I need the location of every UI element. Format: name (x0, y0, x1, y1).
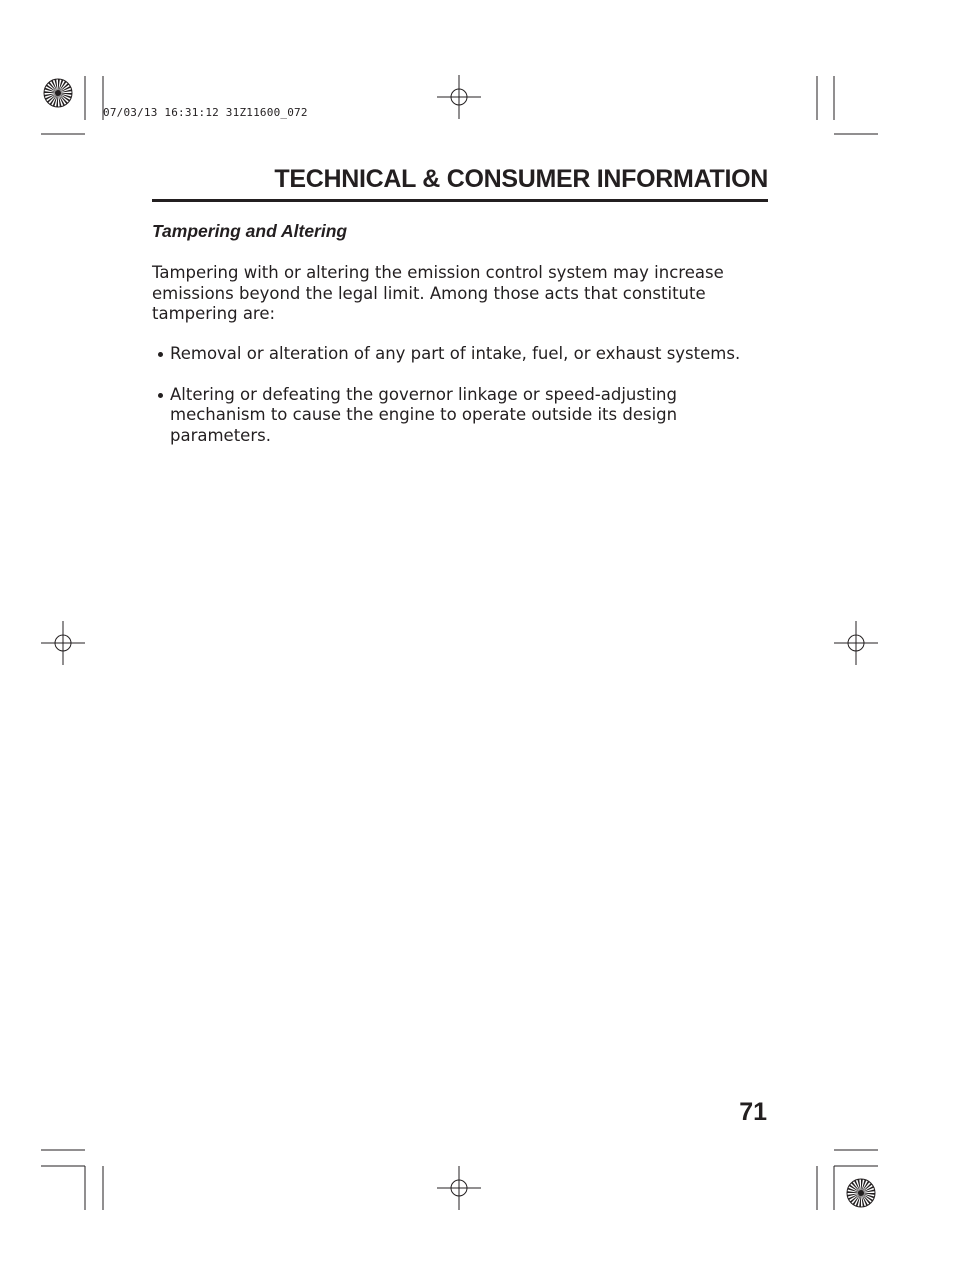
bullet-icon (158, 393, 163, 398)
crosshair-mark-icon (437, 75, 481, 119)
list-item (152, 344, 768, 365)
section-heading: Tampering and Altering (152, 221, 348, 241)
list-item-text: Altering or defeating the governor linkage or speed-adjusting mechanism to cause the engine to operate outside its design parameters. (170, 384, 678, 446)
list-item (152, 385, 768, 447)
registration-target-icon (847, 1179, 875, 1207)
crosshair-mark-icon (834, 621, 878, 665)
page-title: TECHNICAL & CONSUMER INFORMATION (274, 165, 768, 193)
crosshair-mark-icon (41, 621, 85, 665)
intro-paragraph: Tampering with or altering the emission control system may increase emissions beyond the legal limit. Among those acts that constitute tampering are: (152, 263, 724, 324)
bullet-icon (158, 352, 163, 357)
page-header (152, 160, 768, 202)
bullet-list (152, 344, 768, 467)
crop-mark-icon (817, 76, 878, 134)
print-stamp: 07/03/13 16:31:12 31Z11600_072 (103, 106, 308, 119)
crosshair-mark-icon (437, 1166, 481, 1210)
page-number: 71 (739, 1098, 767, 1126)
list-item-text: Removal or alteration of any part of intake, fuel, or exhaust systems. (170, 344, 741, 363)
crop-mark-icon (41, 1150, 103, 1210)
registration-target-icon (44, 79, 72, 107)
